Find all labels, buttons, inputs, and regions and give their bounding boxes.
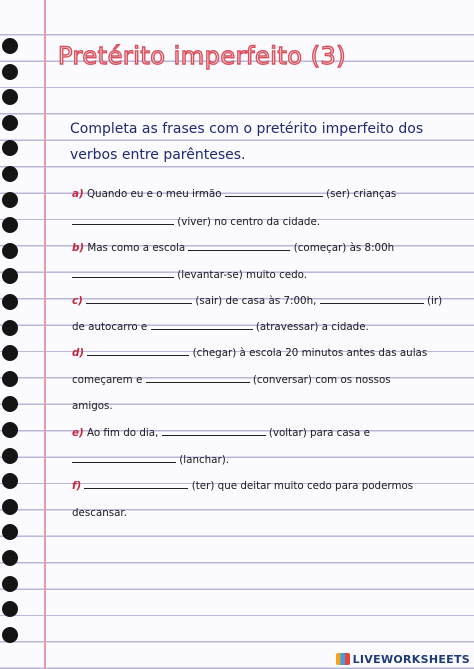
binding-hole: [2, 115, 18, 131]
binding-hole: [2, 627, 18, 643]
binding-hole: [2, 345, 18, 361]
answer-blank[interactable]: [84, 476, 188, 489]
binding-hole: [2, 550, 18, 566]
answer-blank[interactable]: [72, 212, 174, 225]
answer-blank[interactable]: [72, 450, 176, 463]
worksheet-title: Pretérito imperfeito (3): [58, 42, 347, 70]
liveworksheets-logo: [336, 651, 470, 667]
binding-hole: [2, 217, 18, 233]
answer-blank[interactable]: [151, 317, 253, 330]
answer-blank[interactable]: [86, 291, 192, 304]
exercise-e-line-1: e) Ao fim do dia, (voltar) para casa e: [72, 423, 438, 443]
binding-hole: [2, 601, 18, 617]
exercise-a-line-2: (viver) no centro da cidade.: [72, 212, 438, 232]
exercise-b-line-2: (levantar-se) muito cedo.: [72, 265, 438, 285]
binding-hole: [2, 576, 18, 592]
binding-hole: [2, 64, 18, 80]
exercise-f-line-2: descansar.: [72, 507, 127, 519]
item-label-c: c): [72, 295, 83, 307]
binding-hole: [2, 38, 18, 54]
exercise-d-line-2: começarem e (conversar) com os nossos: [72, 370, 438, 390]
binding-hole: [2, 448, 18, 464]
binding-hole: [2, 320, 18, 336]
answer-blank[interactable]: [188, 238, 290, 251]
binding-hole: [2, 89, 18, 105]
binding-hole: [2, 243, 18, 259]
answer-blank[interactable]: [72, 265, 174, 278]
item-label-d: d): [72, 347, 85, 359]
binding-hole: [2, 140, 18, 156]
binding-hole: [2, 473, 18, 489]
exercise-c-line-2: de autocarro e (atravessar) a cidade.: [72, 317, 438, 337]
margin-line: [44, 0, 46, 669]
binding-hole: [2, 268, 18, 284]
binding-hole: [2, 499, 18, 515]
exercise-c-line-1: c) (sair) de casa às 7:00h, (ir): [72, 291, 438, 311]
item-label-b: b): [72, 242, 85, 254]
binding-hole: [2, 524, 18, 540]
binding-hole: [2, 396, 18, 412]
exercise-f-line-1: f) (ter) que deitar muito cedo para podermos: [72, 476, 438, 496]
binding-hole: [2, 422, 18, 438]
answer-blank[interactable]: [320, 291, 424, 304]
liveworksheets-icon: [336, 653, 350, 665]
item-label-e: e): [72, 427, 84, 439]
exercise-b-line-1: b) Mas como a escola (começar) às 8:00h: [72, 238, 438, 258]
answer-blank[interactable]: [146, 370, 250, 383]
brand-name: LIVEWORKSHEETS: [352, 652, 470, 666]
binding-hole: [2, 294, 18, 310]
exercise-a-line-1: a) Quando eu e o meu irmão (ser) crianças: [72, 184, 438, 204]
exercise-d-line-1: d) (chegar) à escola 20 minutos antes das aulas: [72, 343, 438, 363]
binding-hole: [2, 166, 18, 182]
binding-hole: [2, 192, 18, 208]
answer-blank[interactable]: [162, 423, 266, 436]
exercise-d-line-3: amigos.: [72, 400, 113, 412]
answer-blank[interactable]: [225, 184, 323, 197]
exercise-e-line-2: (lanchar).: [72, 450, 438, 470]
item-label-a: a): [72, 188, 84, 200]
answer-blank[interactable]: [87, 343, 189, 356]
instructions-text: Completa as frases com o pretérito imperfeito dos verbos entre parênteses.: [70, 121, 424, 164]
item-label-f: f): [72, 480, 82, 492]
binding-hole: [2, 371, 18, 387]
